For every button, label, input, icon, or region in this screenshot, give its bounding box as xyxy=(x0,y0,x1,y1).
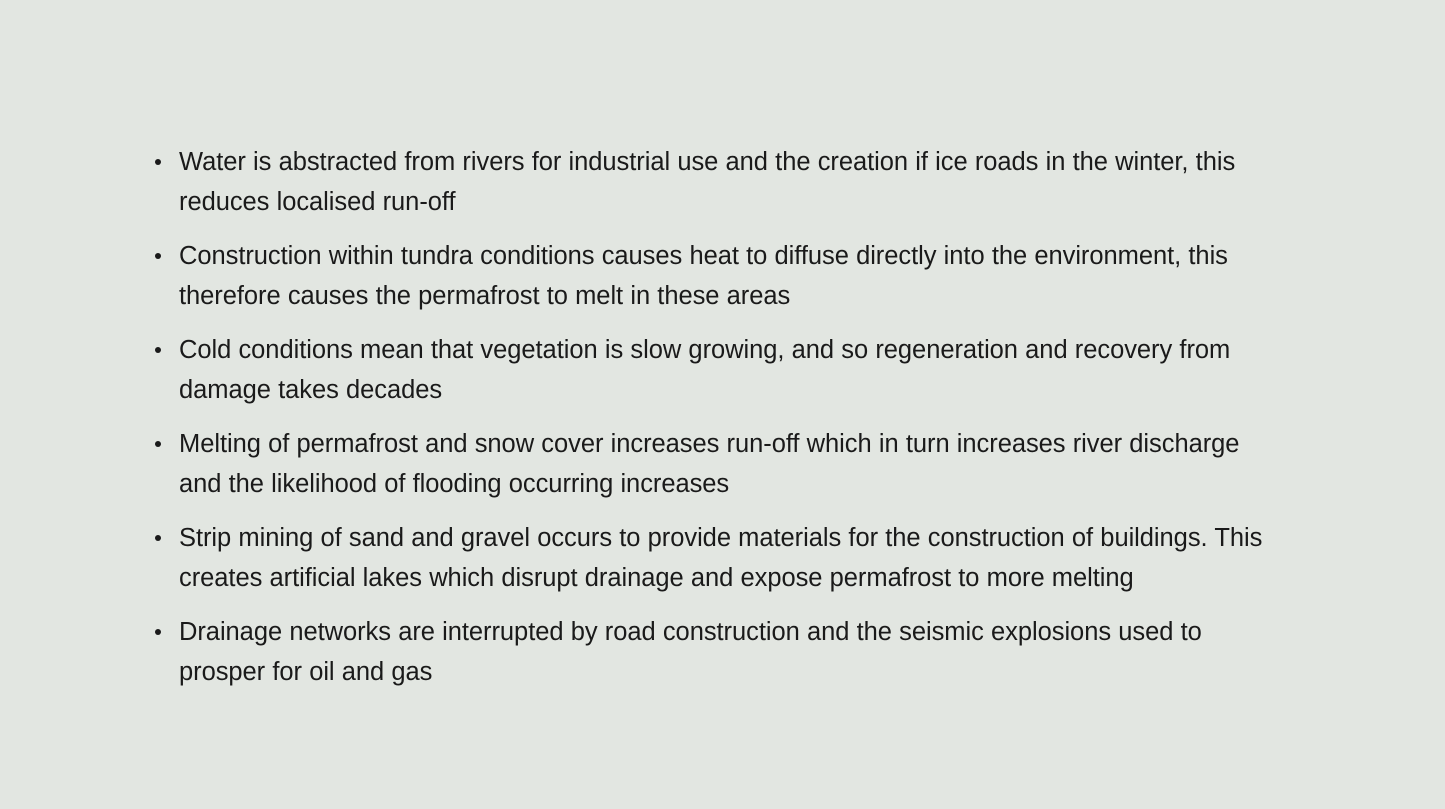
list-item-text: Drainage networks are interrupted by road construction and the seismic explosions used to prosper for oil and gas xyxy=(179,618,1202,686)
bullet-dot-icon xyxy=(155,347,161,353)
list-item xyxy=(152,236,1287,316)
list-item-text: Strip mining of sand and gravel occurs to provide materials for the construction of buildings. This creates artificial lakes which disrupt drainage and expose permafrost to more melting xyxy=(179,524,1263,592)
bullet-dot-icon xyxy=(155,253,161,259)
list-item-text: Cold conditions mean that vegetation is slow growing, and so regeneration and recovery from damage takes decades xyxy=(179,336,1231,404)
list-item-text: Melting of permafrost and snow cover increases run-off which in turn increases river discharge and the likelihood of flooding occurring increases xyxy=(179,430,1240,498)
list-item xyxy=(152,142,1287,222)
list-item xyxy=(152,330,1287,410)
list-item xyxy=(152,612,1287,692)
list-item-text: Construction within tundra conditions causes heat to diffuse directly into the environment, this therefore causes the permafrost to melt in these areas xyxy=(179,242,1228,310)
bullet-dot-icon xyxy=(155,159,161,165)
bullet-dot-icon xyxy=(155,535,161,541)
bullet-dot-icon xyxy=(155,441,161,447)
bullet-dot-icon xyxy=(155,629,161,635)
list-item-text: Water is abstracted from rivers for industrial use and the creation if ice roads in the winter, this reduces localised run-off xyxy=(179,148,1236,216)
bullet-list xyxy=(152,142,1287,692)
list-item xyxy=(152,424,1287,504)
list-item xyxy=(152,518,1287,598)
slide-content-placeholder xyxy=(152,142,1287,692)
